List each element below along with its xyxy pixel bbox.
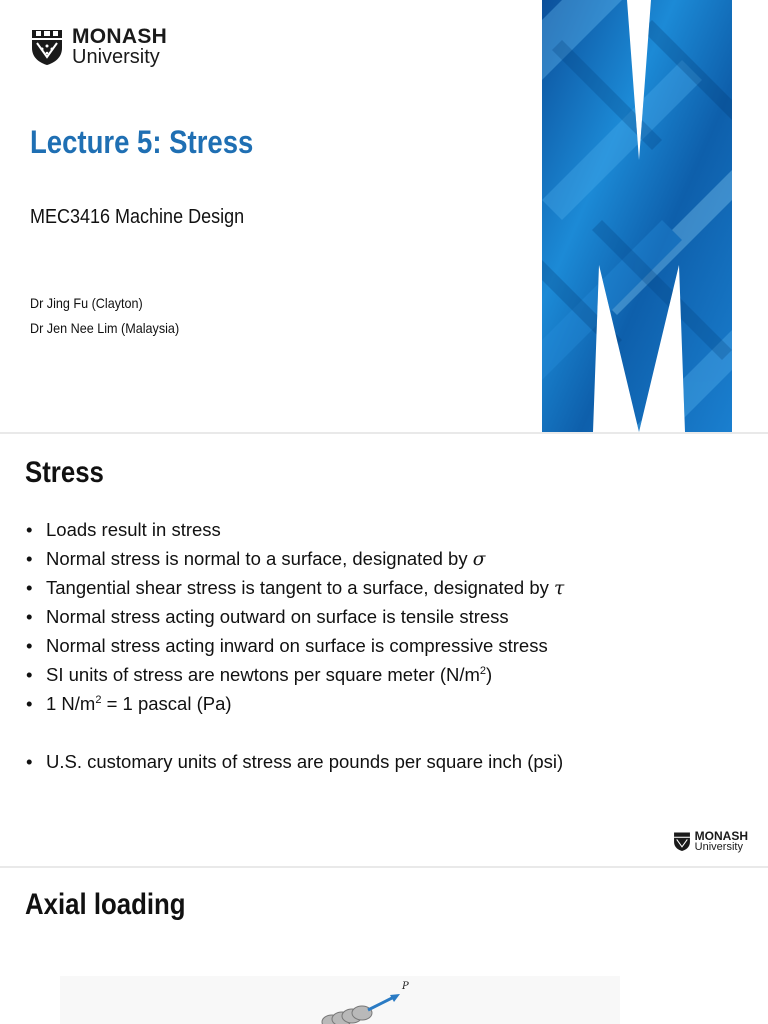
title-slide: [0, 0, 768, 432]
force-label: P: [402, 981, 409, 992]
bullet-item: [24, 576, 564, 605]
bullet-list: [24, 518, 564, 779]
bullet-item: [24, 663, 564, 692]
superscript: 2: [479, 665, 487, 677]
bullet-text-end: ): [486, 664, 493, 685]
slide-heading: Axial loading: [25, 888, 186, 921]
author-2: Dr Jen Nee Lim (Malaysia): [30, 320, 180, 336]
bullet-text: SI units of stress are newtons per square meter (N/m: [46, 664, 480, 685]
bullet-item: [24, 634, 564, 663]
superscript: 2: [95, 694, 102, 706]
bullet-text: Loads result in stress: [46, 519, 221, 540]
logo-line2: University: [694, 841, 743, 853]
tau-symbol: τ: [554, 578, 565, 599]
logo-line2: University: [72, 46, 160, 68]
logo-line1: MONASH: [694, 829, 748, 843]
bullet-item: [24, 547, 564, 576]
monash-logo: [30, 26, 167, 67]
monash-logo-small: [673, 830, 748, 853]
logo-line1: MONASH: [72, 25, 168, 48]
bullet-item: [24, 518, 564, 547]
author-1: Dr Jing Fu (Clayton): [30, 295, 143, 311]
axial-loading-slide: [0, 868, 768, 1024]
course-subtitle: MEC3416 Machine Design: [30, 206, 245, 228]
bullet-item: [24, 750, 564, 779]
bullet-text: Tangential shear stress is tangent to a surface, designated by: [46, 577, 549, 598]
bullet-text: 1 N/m: [46, 693, 96, 714]
stress-slide: [0, 434, 768, 866]
bullet-text: U.S. customary units of stress are pounds per square inch (psi): [46, 751, 564, 772]
bullet-item: [24, 605, 564, 634]
bullet-text: Normal stress acting inward on surface is compressive stress: [46, 635, 548, 656]
monash-m-graphic: [542, 0, 732, 432]
bullet-text-end: = 1 pascal (Pa): [101, 693, 232, 714]
slide-heading: Stress: [25, 456, 104, 489]
loaded-bar-illustration: [60, 976, 620, 1024]
bullet-text: Normal stress is normal to a surface, designated by: [46, 548, 468, 569]
sigma-symbol: σ: [472, 549, 486, 570]
bullet-text: Normal stress acting outward on surface is tensile stress: [46, 606, 509, 627]
monash-crest-icon: [30, 28, 64, 66]
bullet-item: [24, 692, 564, 721]
lecture-title: Lecture 5: Stress: [30, 124, 254, 160]
monash-crest-icon: [673, 831, 691, 852]
axial-loading-figure: [60, 976, 620, 1024]
